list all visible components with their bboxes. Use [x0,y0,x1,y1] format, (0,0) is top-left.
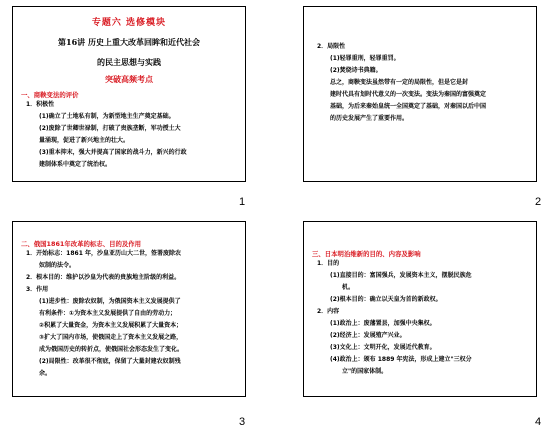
slide1-title: 专题六 选修模块 [91,18,167,28]
slide3-line: 3．作用 [26,286,49,293]
page-number-1: 1 [239,196,246,208]
slide1-lecture: 第16讲 历史上重大改革回眸和近代社会 [58,37,200,47]
slide4-section: 三、日本明治维新的目的、内容及影响 [312,250,421,258]
slide3-line: 成为俄国历史的转折点，使俄国社会形态发生了变化。 [39,346,184,353]
slide-4[interactable] [303,221,537,397]
slide1-line: (3)重本抑末，强大并提高了国家的战斗力，新兴的行政 [39,149,187,156]
slide2-line: (1)轻罪重刑，轻罪重罚。 [330,55,400,62]
slide3-line: 有利条件：①为资本主义发展提供了自由的劳动力； [39,310,177,317]
slide-3[interactable] [12,221,246,397]
slide3-section: 二、俄国1861年改革的标志、目的及作用 [21,240,142,248]
slide4-line: (1)直接目的：富国强兵，发展资本主义，摆脱民族危 [330,272,472,279]
slide4-line: (2)经济上：发展殖产兴业。 [330,332,406,339]
slide2-line: 总之，商鞅变法虽然带有一定的局限性，但是它是封 [330,79,469,86]
slide1-subtitle: 突破高频考点 [105,75,153,84]
slide1-section: 一、商鞅变法的评价 [21,91,79,99]
slide4-line: 2．内容 [317,308,340,315]
page-number-3: 3 [239,416,246,428]
slide3-line: ③扩大了国内市场，使俄国走上了资本主义发展之路， [39,334,183,341]
slide4-line: 机。 [342,284,355,291]
slide3-line: ②积累了大量资金，为资本主义发展积累了大量资本； [39,322,183,329]
slide2-line: 建时代具有划时代意义的一次变法。变法为秦国的富强奠定 [330,91,487,98]
slide1-lecture-2: 的民主思想与实践 [97,57,161,67]
slide4-line: 1．目的 [317,260,340,267]
slide3-line: 1．开始标志：1861 年，沙皇亚历山大二世，签署废除农 [26,250,181,257]
slide3-line: 奴制的法令。 [39,262,76,269]
slide-1[interactable] [12,6,246,182]
slide4-line: (2)根本目的：确立以天皇为首的新政权。 [330,296,442,303]
slide-2[interactable] [303,6,537,182]
slide2-line: 基础，为后来秦始皇统一全国奠定了基础，对秦国以后中国 [330,103,487,110]
slide3-line: 余。 [39,370,52,377]
slide1-line: 1．积极性 [26,101,55,108]
slide4-line: 立"的国家体制。 [342,368,388,375]
slide4-line: (1)政治上：废藩置县，加强中央集权。 [330,320,436,327]
page-number-2: 2 [535,196,542,208]
slide1-line: (1)确立了土地私有制，为新型地主生产奠定基础。 [39,113,175,120]
slide2-line: (2)焚烧诗书典籍。 [330,67,382,74]
slide3-line: 2．根本目的：维护以沙皇为代表的贵族地主阶级的利益。 [26,274,181,281]
slide3-line: (2)局限性：改革很不彻底，保留了大量封建农奴制残 [39,358,181,365]
slide1-line: 建制体系中奠定了统治权。 [39,161,112,168]
slide4-line: (3)文化上：文明开化，发展近代教育。 [330,344,436,351]
slide1-line: 量涌现，促进了新兴地主的壮大。 [39,137,130,144]
slide2-line: 的历史发展产生了重要作用。 [330,115,409,122]
slide1-line: (2)废除了世卿世禄制，打破了贵族垄断，军功授土大 [39,125,181,132]
slide3-line: (1)进步性：废除农奴制，为俄国资本主义发展提供了 [39,298,181,305]
slide2-line: 2．局限性 [317,43,346,50]
slide4-line: (4)政治上：颁布 1889 年宪法，形成上建立"三权分 [330,356,472,363]
page-number-4: 4 [535,416,542,428]
